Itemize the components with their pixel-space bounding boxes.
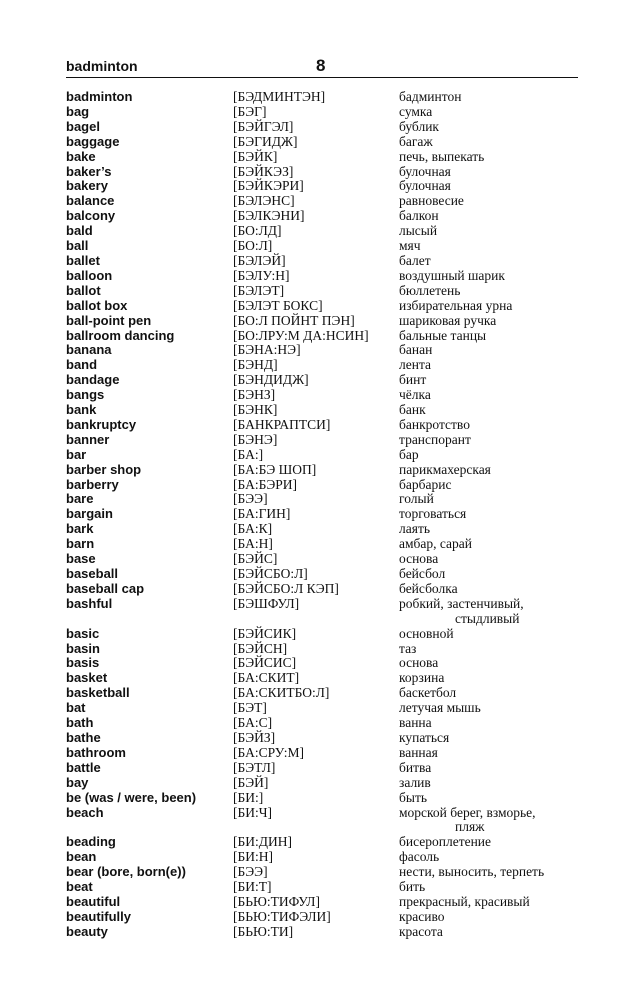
entry-translation-line: красота — [399, 923, 443, 939]
dictionary-entry — [66, 716, 578, 731]
entry-translation-line: банк — [399, 402, 426, 418]
dictionary-entry — [66, 329, 578, 344]
entry-translation — [399, 656, 579, 671]
entry-translation-line: бейсбол — [399, 566, 446, 581]
dictionary-entry — [66, 835, 578, 850]
dictionary-entry — [66, 522, 578, 537]
entry-translation — [399, 791, 579, 806]
entry-word: bar — [66, 446, 87, 462]
entry-translation — [399, 597, 579, 627]
entry-translation-line: баскетбол — [399, 685, 457, 701]
entry-translation — [399, 135, 579, 150]
dictionary-entry — [66, 448, 578, 463]
entry-word: battle — [66, 759, 101, 775]
entry-translation — [399, 895, 579, 910]
entry-translation-line: быть — [399, 789, 427, 805]
entry-word: banner — [66, 431, 110, 447]
entry-word: baseball — [66, 566, 119, 581]
entry-word: bargain — [66, 506, 113, 522]
entry-word: bake — [66, 148, 96, 164]
entry-word: basic — [66, 625, 100, 641]
entry-word: basis — [66, 655, 100, 671]
dictionary-entry — [66, 865, 578, 880]
entry-pronunciation: [БИ:Ч] — [233, 804, 273, 820]
entry-pronunciation: [БО:Л] — [233, 238, 273, 254]
dictionary-entry — [66, 507, 578, 522]
entry-translation — [399, 627, 579, 642]
dictionary-entry — [66, 418, 578, 433]
entry-translation-line: бисероплетение — [399, 834, 492, 850]
entry-word: bare — [66, 491, 94, 507]
dictionary-entry — [66, 179, 578, 194]
entry-translation — [399, 343, 579, 358]
entry-pronunciation: [БА:БЭ ШОП] — [233, 461, 317, 477]
dictionary-entry — [66, 701, 578, 716]
dictionary-entry — [66, 686, 578, 701]
entry-translation-line: купаться — [399, 729, 450, 745]
dictionary-entry — [66, 582, 578, 597]
entry-translation-line: таз — [399, 640, 417, 656]
entry-translation — [399, 329, 579, 344]
entry-pronunciation: [БА:БЭРИ] — [233, 476, 297, 492]
entry-word: bat — [66, 700, 86, 716]
entry-pronunciation: [БЭЙКЭРИ] — [233, 178, 304, 194]
dictionary-entry — [66, 671, 578, 686]
entry-word: ballot box — [66, 297, 128, 313]
entry-pronunciation: [БЬЮ:ТИФУЛ] — [233, 893, 320, 909]
dictionary-entry — [66, 90, 578, 105]
entry-word: bay — [66, 774, 89, 790]
dictionary-entry — [66, 597, 578, 627]
entry-pronunciation: [БИ:Т] — [233, 879, 272, 895]
entry-pronunciation: [БЭЙЗ] — [233, 729, 276, 745]
entry-word: bandage — [66, 372, 120, 388]
entry-translation-line: парикмахерская — [399, 461, 491, 477]
entry-translation-line: бинт — [399, 372, 427, 388]
entry-pronunciation: [БЭЛКЭНИ] — [233, 208, 305, 224]
entry-word: balloon — [66, 267, 113, 283]
entry-word: beautiful — [66, 893, 121, 909]
dictionary-entry — [66, 299, 578, 314]
entry-pronunciation: [БЭШФУЛ] — [233, 595, 300, 611]
entry-pronunciation: [БА:Н] — [233, 536, 273, 552]
dictionary-entry — [66, 239, 578, 254]
entry-translation-line: ванная — [399, 744, 438, 760]
entry-pronunciation: [БЭГИДЖ] — [233, 133, 298, 149]
entry-translation — [399, 209, 579, 224]
entry-translation-line: бюллетень — [399, 282, 461, 298]
dictionary-entry — [66, 880, 578, 895]
entry-pronunciation: [БЭНДИДЖ] — [233, 372, 309, 388]
dictionary-entry — [66, 642, 578, 657]
entry-translation-line: банкротство — [399, 416, 470, 432]
entry-translation-line: равновесие — [399, 193, 464, 209]
entry-pronunciation: [БА:] — [233, 446, 264, 462]
entry-translation-line: залив — [399, 774, 431, 790]
dictionary-entry — [66, 552, 578, 567]
entry-translation-line: шариковая ручка — [399, 312, 497, 328]
dictionary-entry — [66, 224, 578, 239]
header-guide-word: badminton — [66, 58, 138, 74]
entry-translation — [399, 492, 579, 507]
entry-translation — [399, 269, 579, 284]
entry-translation-line: основной — [399, 625, 454, 641]
dictionary-entry — [66, 150, 578, 165]
entry-pronunciation: [БЭГ] — [233, 103, 267, 119]
dictionary-entry — [66, 284, 578, 299]
entry-word: bald — [66, 223, 93, 239]
entry-translation — [399, 478, 579, 493]
entry-word: ball-point pen — [66, 312, 152, 328]
entry-pronunciation: [БИ:ДИН] — [233, 834, 292, 850]
entry-translation — [399, 925, 579, 940]
entry-pronunciation: [БЭЛЭТ] — [233, 282, 285, 298]
entry-translation — [399, 179, 579, 194]
entry-translation-line: бадминтон — [399, 89, 462, 104]
entry-translation — [399, 731, 579, 746]
entry-word: bagel — [66, 118, 100, 134]
entry-pronunciation: [БЭЙК] — [233, 148, 278, 164]
entry-pronunciation: [БА:СКИТБО:Л] — [233, 685, 330, 701]
entry-translation-continuation: пляж — [455, 819, 485, 835]
entry-translation-line: барбарис — [399, 476, 452, 492]
entry-translation — [399, 448, 579, 463]
entry-pronunciation: [БА:ГИН] — [233, 506, 291, 522]
entry-translation — [399, 746, 579, 761]
entry-translation-line: корзина — [399, 670, 445, 686]
entry-pronunciation: [БЭЙСН] — [233, 640, 288, 656]
entry-translation — [399, 686, 579, 701]
entry-translation-line: амбар, сарай — [399, 536, 473, 552]
entry-word: bank — [66, 402, 97, 418]
dictionary-entry — [66, 343, 578, 358]
dictionary-entry — [66, 746, 578, 761]
dictionary-entry — [66, 910, 578, 925]
entry-pronunciation: [БЭНЗ] — [233, 387, 276, 403]
entry-word: ball — [66, 238, 89, 254]
entry-translation-line: ванна — [399, 715, 432, 731]
dictionary-entry — [66, 850, 578, 865]
entry-word: balance — [66, 193, 115, 209]
entry-pronunciation: [БЭЭ] — [233, 491, 268, 507]
entry-word: base — [66, 551, 96, 567]
dictionary-entry — [66, 358, 578, 373]
entry-word: beauty — [66, 923, 108, 939]
entry-translation — [399, 552, 579, 567]
entry-pronunciation: [БЭЙКЭЗ] — [233, 163, 294, 179]
entry-word: balcony — [66, 208, 116, 224]
entry-translation-line: голый — [399, 491, 434, 507]
entry-word: bear (bore, born(e)) — [66, 864, 186, 880]
entry-word: badminton — [66, 89, 133, 104]
entry-translation — [399, 865, 579, 880]
entry-translation — [399, 418, 579, 433]
entry-translation — [399, 358, 579, 373]
entry-word: bangs — [66, 387, 105, 403]
entry-word: beading — [66, 834, 116, 850]
dictionary-entry — [66, 209, 578, 224]
dictionary-entry — [66, 165, 578, 180]
entry-translation-line: транспорант — [399, 431, 471, 447]
entry-translation-line: летучая мышь — [399, 700, 481, 716]
entry-pronunciation: [БО:ЛД] — [233, 223, 282, 239]
entry-translation-line: бублик — [399, 118, 439, 134]
dictionary-entry — [66, 895, 578, 910]
entry-word: barberry — [66, 476, 119, 492]
dictionary-entry — [66, 373, 578, 388]
dictionary-entry — [66, 567, 578, 582]
entry-word: beautifully — [66, 908, 132, 924]
dictionary-entry — [66, 478, 578, 493]
dictionary-entry — [66, 463, 578, 478]
entry-translation-continuation: стыдливый — [455, 610, 520, 626]
entry-word: beach — [66, 804, 104, 820]
entry-pronunciation: [БА:К] — [233, 521, 273, 537]
entry-word: basketball — [66, 685, 130, 701]
dictionary-entry — [66, 806, 578, 836]
dictionary-entry — [66, 656, 578, 671]
entry-translation-line: сумка — [399, 103, 433, 119]
entry-translation-line: бар — [399, 446, 419, 462]
entry-word: ballot — [66, 282, 101, 298]
entry-translation — [399, 463, 579, 478]
entry-pronunciation: [БЭЙСИК] — [233, 625, 297, 641]
entry-pronunciation: [БЭЙС] — [233, 551, 278, 567]
entry-translation — [399, 880, 579, 895]
dictionary-entry — [66, 194, 578, 209]
entry-word: bakery — [66, 178, 108, 194]
dictionary-entry — [66, 492, 578, 507]
entry-word: baker’s — [66, 163, 112, 179]
entry-translation — [399, 239, 579, 254]
entry-pronunciation: [БЭЙСИС] — [233, 655, 297, 671]
entry-translation — [399, 224, 579, 239]
entry-translation — [399, 716, 579, 731]
entry-translation — [399, 373, 579, 388]
entry-pronunciation: [БЭЙ] — [233, 774, 269, 790]
entry-pronunciation: [БИ:] — [233, 789, 264, 805]
entry-translation — [399, 165, 579, 180]
entry-translation — [399, 105, 579, 120]
dictionary-entry — [66, 120, 578, 135]
entry-translation-line: лаять — [399, 521, 430, 537]
entry-pronunciation: [БЭЛУ:Н] — [233, 267, 290, 283]
entry-translation-line: балет — [399, 252, 431, 268]
entry-translation-line: бальные танцы — [399, 327, 487, 343]
entry-translation — [399, 299, 579, 314]
entry-translation-line: банан — [399, 342, 433, 358]
dictionary-entry — [66, 925, 578, 940]
entry-translation-line: бить — [399, 879, 426, 895]
dictionary-entry — [66, 269, 578, 284]
entry-pronunciation: [БЭЛЭТ БОКС] — [233, 297, 323, 313]
entry-translation-line: багаж — [399, 133, 433, 149]
dictionary-entry — [66, 254, 578, 269]
entry-word: be (was / were, been) — [66, 789, 197, 805]
entry-translation — [399, 284, 579, 299]
entry-word: bath — [66, 715, 94, 731]
entry-translation — [399, 388, 579, 403]
dictionary-entry — [66, 761, 578, 776]
entry-pronunciation: [БЭНД] — [233, 357, 278, 373]
entry-list — [66, 90, 578, 940]
entry-translation-line: избирательная урна — [399, 297, 513, 313]
entry-word: barber shop — [66, 461, 142, 477]
entry-word: ballroom dancing — [66, 327, 175, 343]
entry-pronunciation: [БЭДМИНТЭН] — [233, 89, 326, 104]
entry-pronunciation: [БЭНА:НЭ] — [233, 342, 301, 358]
entry-word: bag — [66, 103, 90, 119]
entry-translation — [399, 582, 579, 597]
dictionary-entry — [66, 433, 578, 448]
dictionary-page — [66, 56, 578, 939]
dictionary-entry — [66, 627, 578, 642]
entry-translation — [399, 850, 579, 865]
entry-pronunciation: [БЭТ] — [233, 700, 267, 716]
entry-translation — [399, 433, 579, 448]
entry-pronunciation: [БЭЛЭНС] — [233, 193, 295, 209]
entry-translation-line: мяч — [399, 238, 421, 254]
page-header — [66, 56, 578, 78]
entry-word: ballet — [66, 252, 100, 268]
entry-pronunciation: [БО:ЛРУ:М ДА:НСИН] — [233, 327, 369, 343]
entry-translation-line: печь, выпекать — [399, 148, 485, 164]
entry-translation-line: морской берег, взморье, — [399, 804, 536, 820]
entry-pronunciation: [БО:Л ПОЙНТ ПЭН] — [233, 312, 355, 328]
dictionary-entry — [66, 537, 578, 552]
dictionary-entry — [66, 403, 578, 418]
entry-translation — [399, 642, 579, 657]
entry-translation — [399, 776, 579, 791]
entry-translation — [399, 567, 579, 582]
entry-pronunciation: [БЭНК] — [233, 402, 278, 418]
entry-pronunciation: [БЬЮ:ТИФЭЛИ] — [233, 908, 331, 924]
entry-translation-line: красиво — [399, 908, 445, 924]
dictionary-entry — [66, 388, 578, 403]
entry-translation-line: воздушный шарик — [399, 267, 505, 283]
entry-translation-line: робкий, застенчивый, — [399, 595, 524, 611]
entry-translation-line: булочная — [399, 178, 451, 194]
entry-translation — [399, 835, 579, 850]
entry-translation — [399, 910, 579, 925]
entry-word: basket — [66, 670, 108, 686]
dictionary-entry — [66, 791, 578, 806]
entry-translation — [399, 194, 579, 209]
entry-pronunciation: [БЬЮ:ТИ] — [233, 923, 294, 939]
entry-translation-line: лысый — [399, 223, 438, 239]
entry-translation — [399, 150, 579, 165]
entry-word: bathroom — [66, 744, 126, 760]
entry-word: basin — [66, 640, 100, 656]
entry-translation-line: бейсболка — [399, 580, 458, 596]
entry-translation-line: основа — [399, 655, 439, 671]
dictionary-entry — [66, 731, 578, 746]
entry-pronunciation: [БЭЙСБО:Л КЭП] — [233, 580, 339, 596]
entry-translation — [399, 806, 579, 836]
entry-translation — [399, 314, 579, 329]
entry-translation-line: фасоль — [399, 849, 440, 865]
entry-word: bark — [66, 521, 94, 537]
dictionary-entry — [66, 776, 578, 791]
entry-word: barn — [66, 536, 95, 552]
entry-pronunciation: [БАНКРАПТСИ] — [233, 416, 331, 432]
dictionary-entry — [66, 135, 578, 150]
entry-translation-line: прекрасный, красивый — [399, 893, 530, 909]
entry-word: band — [66, 357, 98, 373]
entry-pronunciation: [БЭЭ] — [233, 864, 268, 880]
entry-translation — [399, 507, 579, 522]
entry-translation — [399, 90, 579, 105]
entry-word: banana — [66, 342, 112, 358]
entry-translation — [399, 120, 579, 135]
entry-pronunciation: [БА:СКИТ] — [233, 670, 300, 686]
entry-word: bean — [66, 849, 97, 865]
entry-pronunciation: [БЭЙСБО:Л] — [233, 566, 308, 581]
entry-pronunciation: [БЭНЭ] — [233, 431, 278, 447]
entry-translation — [399, 522, 579, 537]
entry-translation-line: балкон — [399, 208, 439, 224]
entry-pronunciation: [БА:СРУ:М] — [233, 744, 305, 760]
entry-translation — [399, 537, 579, 552]
entry-pronunciation: [БЭТЛ] — [233, 759, 276, 775]
entry-pronunciation: [БЭЛЭЙ] — [233, 252, 286, 268]
dictionary-entry — [66, 314, 578, 329]
entry-word: bashful — [66, 595, 113, 611]
page-number: 8 — [316, 56, 326, 75]
entry-translation-line: нести, выносить, терпеть — [399, 864, 545, 880]
entry-translation — [399, 403, 579, 418]
entry-word: bankruptcy — [66, 416, 137, 432]
entry-translation — [399, 671, 579, 686]
entry-translation — [399, 701, 579, 716]
entry-word: bathe — [66, 729, 101, 745]
entry-word: beat — [66, 879, 93, 895]
dictionary-entry — [66, 105, 578, 120]
entry-translation-line: основа — [399, 551, 439, 567]
entry-word: baggage — [66, 133, 120, 149]
entry-translation — [399, 254, 579, 269]
entry-word: baseball cap — [66, 580, 145, 596]
entry-translation-line: чёлка — [399, 387, 431, 403]
entry-pronunciation: [БЭЙГЭЛ] — [233, 118, 294, 134]
entry-pronunciation: [БИ:Н] — [233, 849, 273, 865]
entry-pronunciation: [БА:С] — [233, 715, 273, 731]
entry-translation-line: торговаться — [399, 506, 467, 522]
entry-translation — [399, 761, 579, 776]
entry-translation-line: булочная — [399, 163, 451, 179]
entry-translation-line: битва — [399, 759, 432, 775]
entry-translation-line: лента — [399, 357, 432, 373]
